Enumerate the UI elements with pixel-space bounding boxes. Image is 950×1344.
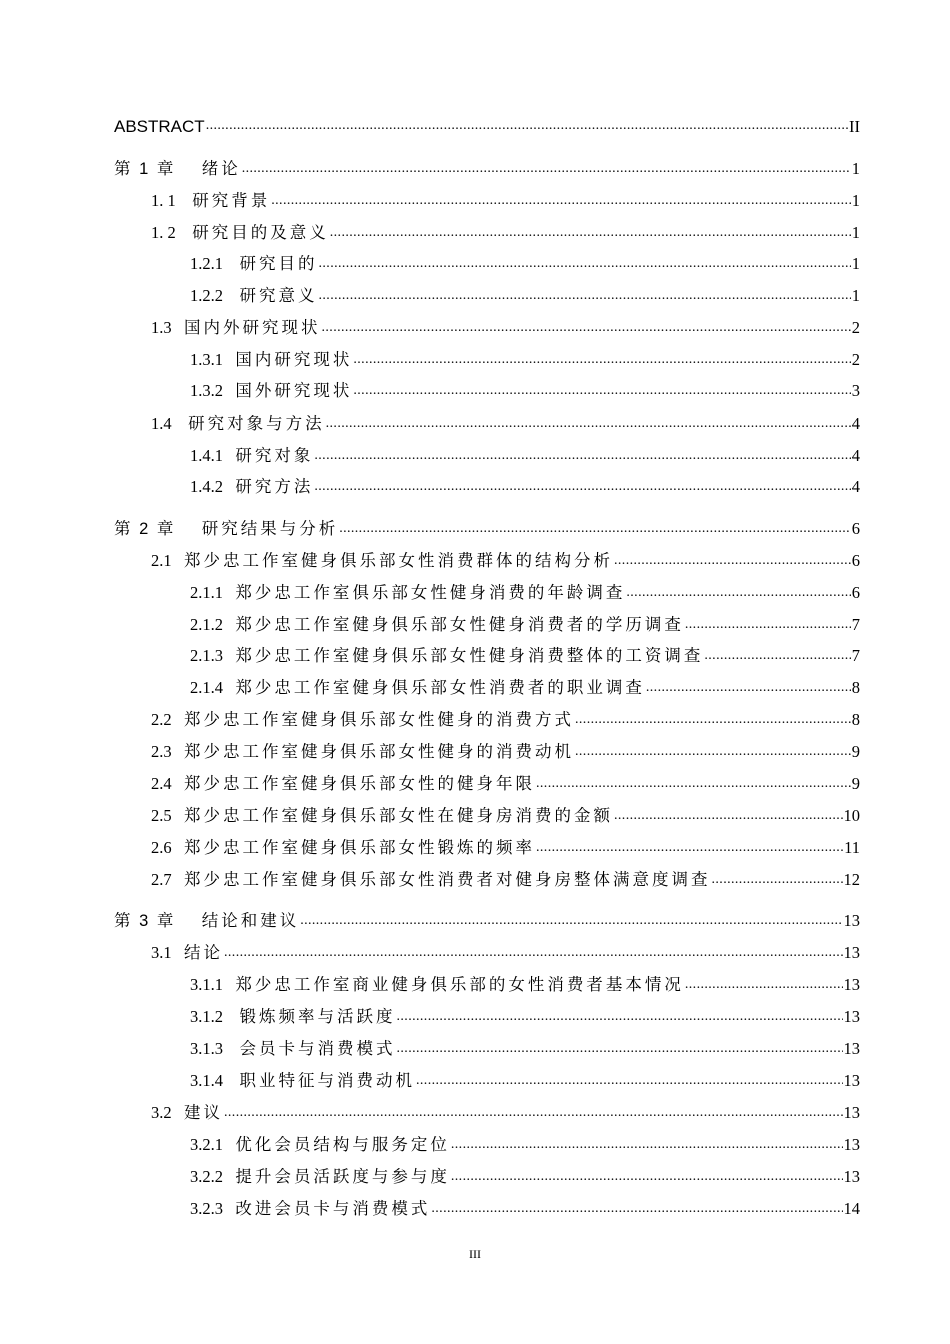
toc-entry-number: 2.1.3 [190,646,236,665]
toc-entry-title: 郑少忠工作室健身俱乐部女性消费者对健身房整体满意度调查 [184,870,711,889]
toc-entry[interactable] [114,193,860,210]
toc-entry-title: 郑少忠工作室健身俱乐部女性健身消费整体的工资调查 [235,646,704,665]
toc-dot-leader [536,841,843,855]
toc-entry-page: 7 [851,646,860,665]
toc-entry-page: 4 [851,414,860,433]
toc-entry-title: 会员卡与消费模式 [239,1039,396,1058]
toc-entry-number: 2.2 [151,710,184,729]
toc-entry-page: 13 [843,1071,860,1090]
toc-entry-page: 12 [843,870,860,889]
toc-entry-page: 8 [851,678,860,697]
toc-entry-title: 国内研究现状 [235,350,353,369]
toc-entry-number: 3.1 [151,943,184,962]
toc-dot-leader [300,914,842,928]
toc-entry-title: 郑少忠工作室健身俱乐部女性健身的消费动机 [184,742,574,761]
toc-entry[interactable] [114,383,860,400]
toc-entry-title: 国内外研究现状 [184,318,321,337]
toc-entry-title: 郑少忠工作室俱乐部女性健身消费的年龄调查 [235,583,626,602]
page-number: III [469,1247,481,1261]
toc-entry-title: 郑少忠工作室健身俱乐部女性锻炼的频率 [184,838,535,857]
toc-dot-leader [319,257,851,271]
toc-entry-title: 郑少忠工作室健身俱乐部女性健身消费者的学历调查 [235,615,684,634]
toc-entry-page: 10 [843,806,860,825]
toc-dot-leader [353,353,850,367]
toc-entry-number: 3.1.1 [190,975,236,994]
toc-entry-number: 1.4.1 [190,446,236,465]
toc-entry-number: 1. 1 [151,191,193,210]
toc-entry[interactable] [114,776,860,793]
toc-entry[interactable] [114,416,860,433]
toc-entry-page: 1 [851,191,860,210]
toc-entry-title: 郑少忠工作室商业健身俱乐部的女性消费者基本情况 [235,975,684,994]
toc-entry[interactable] [114,161,860,178]
toc-entry-title: 郑少忠工作室健身俱乐部女性健身的消费方式 [184,710,574,729]
toc-entry-page: 1 [851,254,860,273]
toc-entry-page: 13 [843,1007,860,1026]
toc-entry[interactable] [114,977,860,994]
toc-dot-leader [314,449,850,463]
toc-entry-title: 结论和建议 [201,912,300,930]
toc-entry[interactable] [114,521,860,538]
toc-entry-title: 锻炼频率与活跃度 [239,1007,396,1026]
toc-entry[interactable] [114,1137,860,1154]
toc-entry[interactable] [114,945,860,962]
toc-dot-leader [206,119,848,133]
toc-dot-leader [224,1106,843,1120]
toc-entry-title: 优化会员结构与服务定位 [235,1135,450,1154]
toc-entry-title: 结论 [184,943,223,962]
toc-entry-number: 1.2.2 [190,286,240,305]
toc-entry-number: 3.1.2 [190,1007,240,1026]
toc-entry-number: 第 1 章 [114,160,202,178]
toc-entry[interactable] [114,256,860,273]
toc-entry-number: 1.3.2 [190,381,236,400]
toc-entry-number: 2.7 [151,870,184,889]
toc-entry-title: 郑少忠工作室健身俱乐部女性在健身房消费的金额 [184,806,613,825]
toc-entry-number: 3.2.3 [190,1199,236,1218]
toc-entry-page: 13 [843,1135,860,1154]
toc-entry-title: 研究目的 [239,254,318,273]
toc-entry-title: 研究对象 [235,446,314,465]
toc-dot-leader [626,586,850,600]
toc-entry-page: 2 [851,318,860,337]
toc-entry-title: 研究背景 [192,191,271,210]
toc-dot-leader [271,194,851,208]
toc-dot-leader [575,745,851,759]
toc-entry-page: 9 [851,742,860,761]
toc-entry-title: ABSTRACT [114,117,205,136]
toc-entry[interactable] [114,1041,860,1058]
toc-entry-title: 改进会员卡与消费模式 [235,1199,431,1218]
toc-entry-title: 郑少忠工作室健身俱乐部女性消费群体的结构分析 [184,551,613,570]
toc-entry-title: 研究对象与方法 [188,414,325,433]
toc-entry-page: 13 [843,1039,860,1058]
toc-dot-leader [353,384,850,398]
toc-entry-number: 第 3 章 [114,912,202,930]
toc-entry-page: 6 [851,519,860,538]
toc-entry-page: 1 [851,223,860,242]
toc-entry-page: 1 [851,159,860,178]
toc-entry-number: 1. 2 [151,223,193,242]
toc-entry[interactable] [114,744,860,761]
toc-dot-leader [614,809,843,823]
toc-entry-number: 2.1.2 [190,615,236,634]
toc-entry-page: 13 [843,943,860,962]
toc-entry-number: 2.6 [151,838,184,857]
toc-entry-number: 1.4.2 [190,477,236,496]
toc-entry-page: 13 [843,1103,860,1122]
toc-entry-number: 1.3 [151,318,184,337]
toc-entry-page: 8 [851,710,860,729]
toc-entry-title: 研究意义 [239,286,318,305]
toc-dot-leader [322,321,851,335]
toc-dot-leader [614,554,851,568]
toc-entry-page: 6 [851,551,860,570]
toc-entry-number: 3.1.4 [190,1071,240,1090]
toc-entry[interactable] [114,680,860,697]
toc-entry[interactable] [114,320,860,337]
toc-entry-number: 第 2 章 [114,520,202,538]
toc-entry[interactable] [114,872,860,889]
toc-entry-page: 13 [843,911,860,930]
toc-entry[interactable] [114,1201,860,1218]
toc-entry-number: 2.1.4 [190,678,236,697]
toc-entry-page: II [849,116,860,136]
toc-entry[interactable] [114,1169,860,1186]
toc-entry[interactable] [114,648,860,665]
toc-dot-leader [451,1170,843,1184]
toc-dot-leader [685,618,851,632]
toc-entry-page: 13 [843,975,860,994]
toc-entry-title: 郑少忠工作室健身俱乐部女性的健身年限 [184,774,535,793]
toc-entry-number: 3.2 [151,1103,184,1122]
toc-entry[interactable] [114,617,860,634]
toc-entry[interactable] [114,1073,860,1090]
toc-entry-page: 11 [844,838,860,857]
toc-entry-page: 4 [851,477,860,496]
toc-entry-number: 1.4 [151,414,189,433]
toc-dot-leader [431,1202,842,1216]
toc-entry-number: 3.1.3 [190,1039,240,1058]
toc-entry-title: 绪论 [201,160,241,178]
toc-entry[interactable] [114,553,860,570]
toc-entry-page: 1 [851,286,860,305]
toc-entry-number: 3.2.2 [190,1167,236,1186]
toc-entry-title: 建议 [184,1103,223,1122]
toc-entry[interactable] [114,225,860,242]
toc-entry[interactable] [114,352,860,369]
toc-dot-leader [224,946,843,960]
toc-entry-number: 1.2.1 [190,254,240,273]
toc-entry[interactable] [114,712,860,729]
toc-entry-number: 2.3 [151,742,184,761]
toc-entry[interactable] [114,913,860,930]
toc-entry-title: 国外研究现状 [235,381,353,400]
toc-entry-number: 2.5 [151,806,184,825]
toc-entry-page: 2 [851,350,860,369]
toc-entry-page: 7 [851,615,860,634]
toc-dot-leader [704,649,850,663]
toc-dot-leader [685,978,843,992]
toc-entry[interactable] [114,1009,860,1026]
toc-entry-title: 职业特征与消费动机 [239,1071,415,1090]
toc-entry[interactable] [114,840,860,857]
toc-entry[interactable] [114,479,860,496]
toc-entry[interactable] [114,288,860,305]
toc-entry[interactable] [114,585,860,602]
toc-entry-title: 研究目的及意义 [192,223,329,242]
toc-entry-page: 13 [843,1167,860,1186]
toc-entry[interactable] [114,118,860,135]
toc-entry-page: 6 [851,583,860,602]
toc-dot-leader [326,417,851,431]
toc-dot-leader [397,1042,843,1056]
toc-dot-leader [451,1138,843,1152]
toc-entry-number: 2.1 [151,551,184,570]
toc-dot-leader [330,226,851,240]
toc-dot-leader [319,289,851,303]
toc-entry-number: 1.3.1 [190,350,236,369]
toc-dot-leader [575,713,851,727]
toc-entry-page: 4 [851,446,860,465]
toc-entry-title: 提升会员活跃度与参与度 [235,1167,450,1186]
toc-dot-leader [712,873,843,887]
toc-entry[interactable] [114,808,860,825]
toc-entry[interactable] [114,1105,860,1122]
toc-dot-leader [646,681,851,695]
toc-dot-leader [314,480,850,494]
toc-entry-title: 研究方法 [235,477,314,496]
toc-dot-leader [242,162,851,176]
toc-dot-leader [339,522,851,536]
toc-dot-leader [416,1074,843,1088]
toc-dot-leader [397,1010,843,1024]
toc-entry-title: 郑少忠工作室健身俱乐部女性消费者的职业调查 [235,678,645,697]
toc-entry-page: 9 [851,774,860,793]
toc-entry-title: 研究结果与分析 [201,520,339,538]
toc-dot-leader [536,777,851,791]
toc-entry-page: 14 [843,1199,860,1218]
toc-entry-number: 2.4 [151,774,184,793]
toc-entry-number: 2.1.1 [190,583,236,602]
toc-entry[interactable] [114,448,860,465]
toc-entry-number: 3.2.1 [190,1135,236,1154]
toc-entry-page: 3 [851,381,860,400]
